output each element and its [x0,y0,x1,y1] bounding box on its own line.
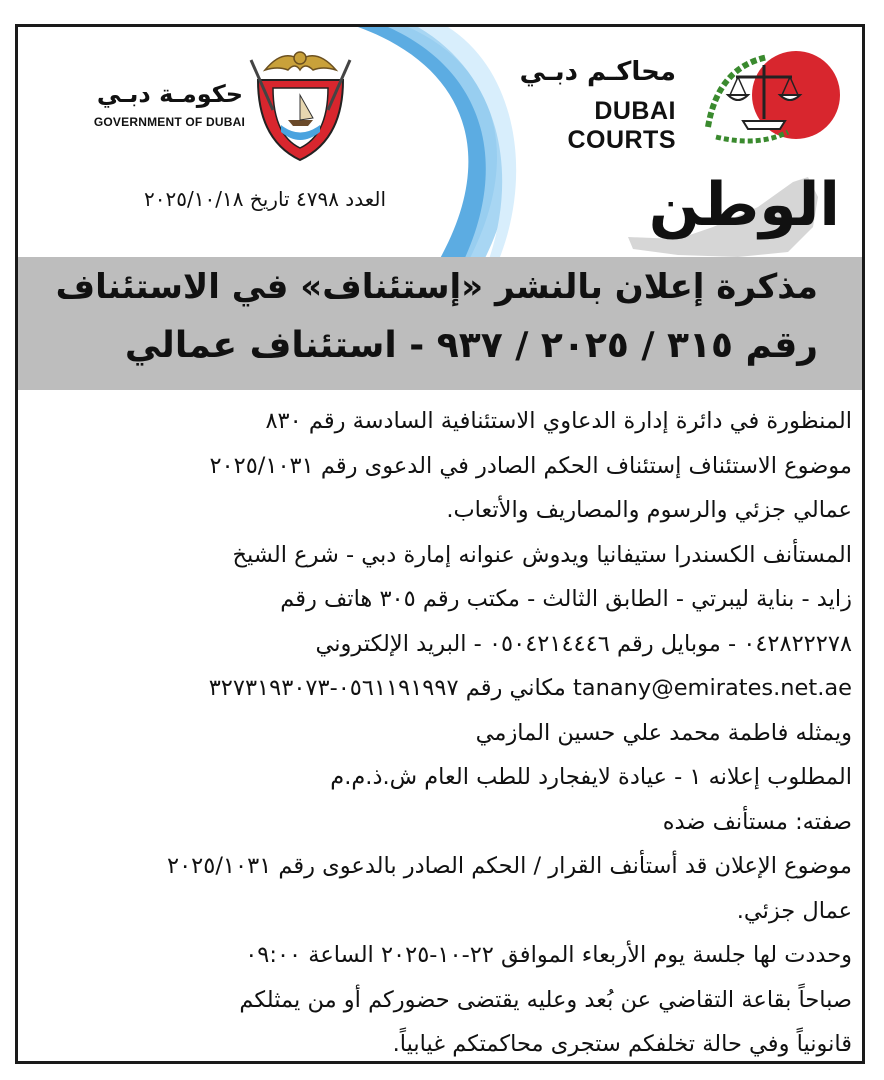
dubai-government-emblem-icon [243,40,358,165]
notice-body [40,399,852,1064]
courts-name-arabic: محاكـم دبـي [519,57,676,87]
newspaper-masthead [578,162,848,267]
notice-line: صفته: مستأنف ضده [662,808,852,835]
notice-title-line-2: رقم ٣١٥ / ٢٠٢٥ / ٩٣٧ - استئناف عمالي [124,325,818,366]
courts-name-english: DUBAI COURTS [567,97,676,154]
government-name-arabic: حكومـة دبـي [96,80,243,108]
government-name-english: GOVERNMENT OF DUBAI [93,115,245,129]
notice-line: قانونياً وفي حالة تخلفكم ستجرى محاكمتكم غيابياً. [392,1031,852,1057]
notice-line: موضوع الإعلان قد أستأنف القرار / الحكم الصادر بالدعوى رقم ٢٠٢٥/١٠٣١ [167,853,852,879]
notice-line: موضوع الاستئناف إستئناف الحكم الصادر في الدعوى رقم ٢٠٢٥/١٠٣١ [209,452,852,479]
government-of-dubai-logo [48,35,348,170]
notice-line: tanany@emirates.net.ae مكاني رقم ٠٥٦١١٩١٩٩٧-٣٢٧٣١٩٣٠٧٣ [208,675,852,701]
dubai-courts-logo [498,37,843,167]
notice-title-band [18,257,865,390]
notice-line: زايد - بناية ليبرتي - الطابق الثالث - مكتب رقم ٣٠٥ هاتف رقم [280,586,852,612]
newspaper-notice [15,24,865,1064]
notice-line: المطلوب إعلانه ١ - عيادة لايفجارد للطب العام ش.ذ.م.م [330,764,852,790]
notice-line: ٠٤٢٨٢٢٢٧٨ - موبايل رقم ٠٥٠٤٢١٤٤٤٦ - البريد الإلكتروني [315,630,852,657]
notice-line: وحددت لها جلسة يوم الأربعاء الموافق ٢٢-١٠-٢٠٢٥ الساعة ٠٩:٠٠ [245,942,852,968]
notice-line: المنظورة في دائرة إدارة الدعاوي الاستئنافية السادسة رقم ٨٣٠ [265,408,852,434]
notice-line: صباحاً بقاعة التقاضي عن بُعد وعليه يقتضى حضوركم أو من يمثلكم [239,986,852,1013]
scales-of-justice-icon [698,47,840,147]
notice-title-line-1: مذكرة إعلان بالنشر «إستئناف» في الاستئناف [55,267,818,307]
notice-line: المستأنف الكسندرا ستيفانيا ويدوش عنوانه إمارة دبي - شرع الشيخ [232,541,852,568]
notice-line: عمالي جزئي والرسوم والمصاريف والأتعاب. [446,497,852,523]
newspaper-name: الوطن [648,170,840,240]
notice-line: عمال جزئي. [736,897,852,924]
issue-number-and-date: العدد ٤٧٩٨ تاريخ ٢٠٢٥/١٠/١٨ [144,187,386,211]
notice-line: ويمثله فاطمة محمد علي حسين المازمي [475,719,852,746]
